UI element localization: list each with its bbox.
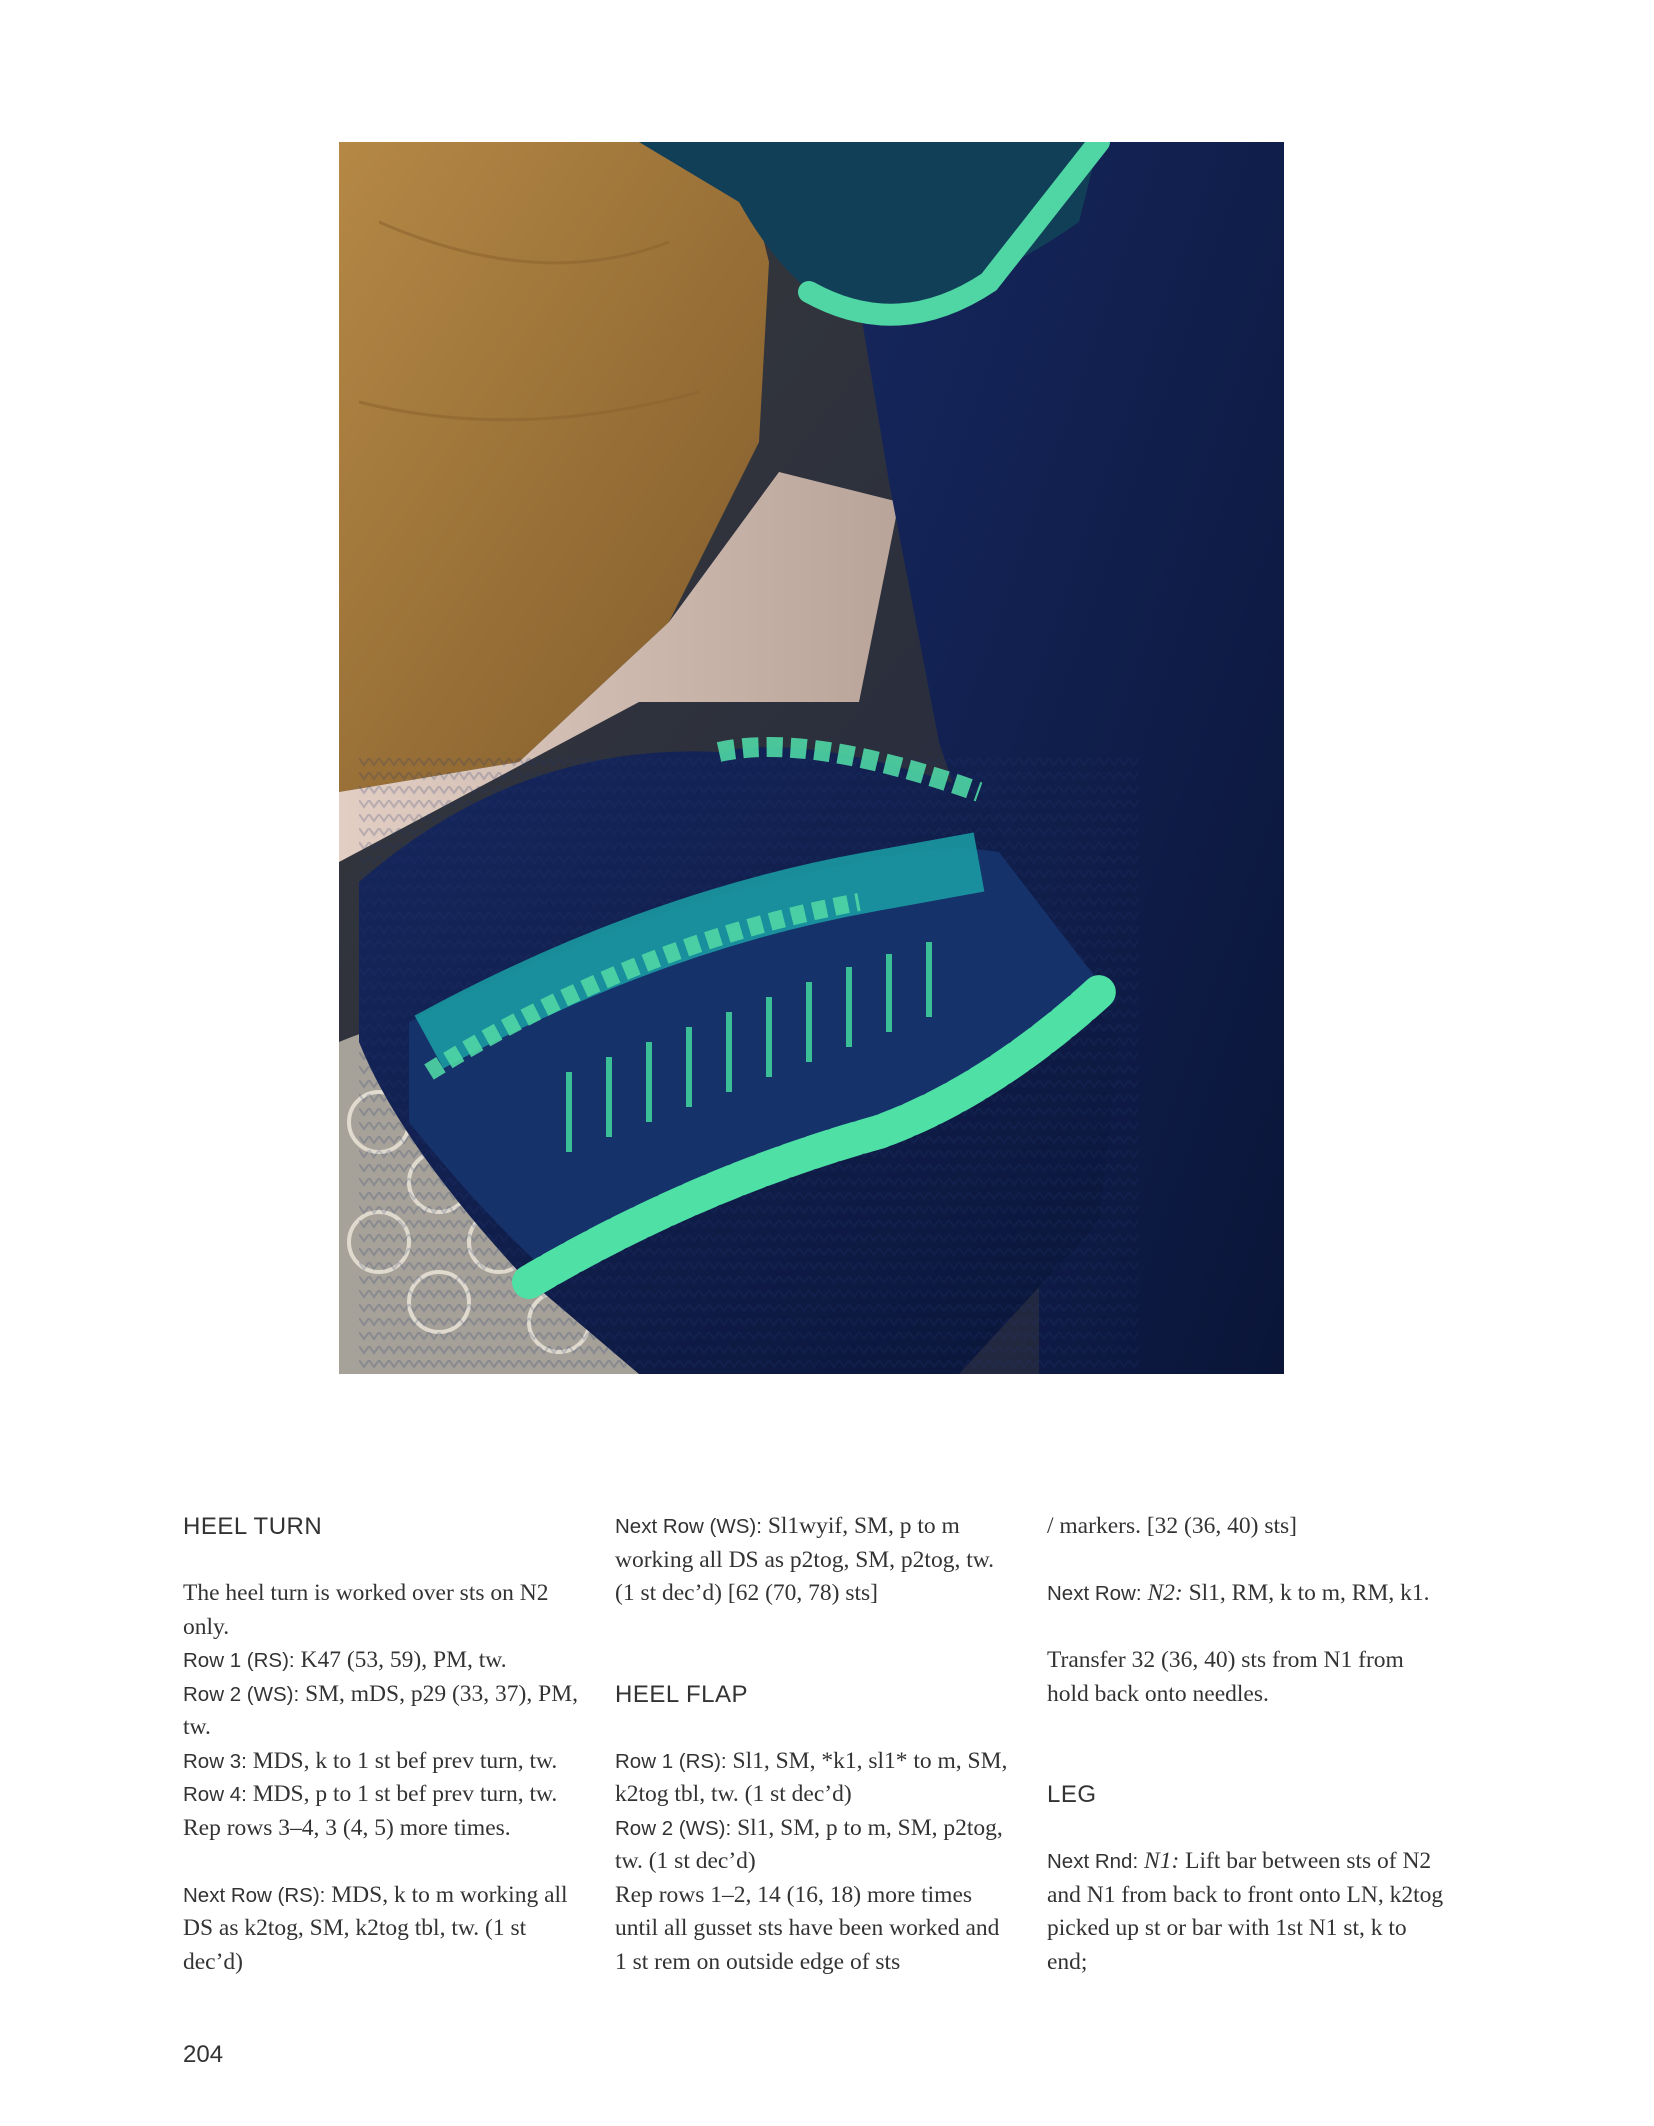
heel-turn-row-1: Row 1 (RS): K47 (53, 59), PM, tw. [183, 1647, 507, 1673]
transfer-instruction: Transfer 32 (36, 40) sts from N1 from hold back onto needles. [1047, 1647, 1404, 1707]
heading-heel-turn: HEEL TURN [183, 1513, 323, 1540]
heel-flap-next-row: Next Row: N2: Sl1, RM, k to m, RM, k1. [1047, 1580, 1430, 1606]
heel-turn-next-row: Next Row (RS): MDS, k to m working all DS as k2tog, SM, k2tog tbl, tw. (1 st dec’d) [183, 1881, 568, 1975]
column-3 [1047, 1510, 1445, 1979]
heel-turn-row-2: Row 2 (WS): SM, mDS, p29 (33, 37), PM, tw. [183, 1680, 578, 1740]
heel-flap-repeat: Rep rows 1–2, 14 (16, 18) more times until all gusset sts have been worked and 1 st rem on outside edge of sts [615, 1881, 1000, 1975]
heel-flap-row-2: Row 2 (WS): Sl1, SM, p to m, SM, p2tog, tw. (1 st dec’d) [615, 1814, 1003, 1874]
heading-leg: LEG [1047, 1781, 1097, 1808]
page-number: 204 [183, 2041, 224, 2068]
heel-flap-continued: / markers. [32 (36, 40) sts] [1047, 1513, 1297, 1539]
column-1 [183, 1510, 581, 1979]
heel-turn-repeat: Rep rows 3–4, 3 (4, 5) more times. [183, 1814, 511, 1841]
heel-turn-intro: The heel turn is worked over sts on N2 only. [183, 1580, 549, 1640]
leg-next-rnd: Next Rnd: N1: Lift bar between sts of N2 and N1 from back to front onto LN, k2tog picked up st or bar with 1st N1 st, k to end; [1047, 1848, 1444, 1975]
sock-photo [339, 142, 1284, 1374]
sock-illustration [339, 142, 1284, 1374]
column-2 [615, 1510, 1013, 1979]
heel-turn-next-row-ws: Next Row (WS): Sl1wyif, SM, p to m working all DS as p2tog, SM, p2tog, tw. (1 st dec’d) [62 (70, 78) sts] [615, 1513, 995, 1606]
heel-flap-row-1: Row 1 (RS): Sl1, SM, *k1, sl1* to m, SM, k2tog tbl, tw. (1 st dec’d) [615, 1747, 1008, 1807]
heading-heel-flap: HEEL FLAP [615, 1680, 748, 1708]
heel-turn-row-3: Row 3: MDS, k to 1 st bef prev turn, tw. [183, 1747, 558, 1774]
heel-turn-row-4: Row 4: MDS, p to 1 st bef prev turn, tw. [183, 1781, 558, 1807]
